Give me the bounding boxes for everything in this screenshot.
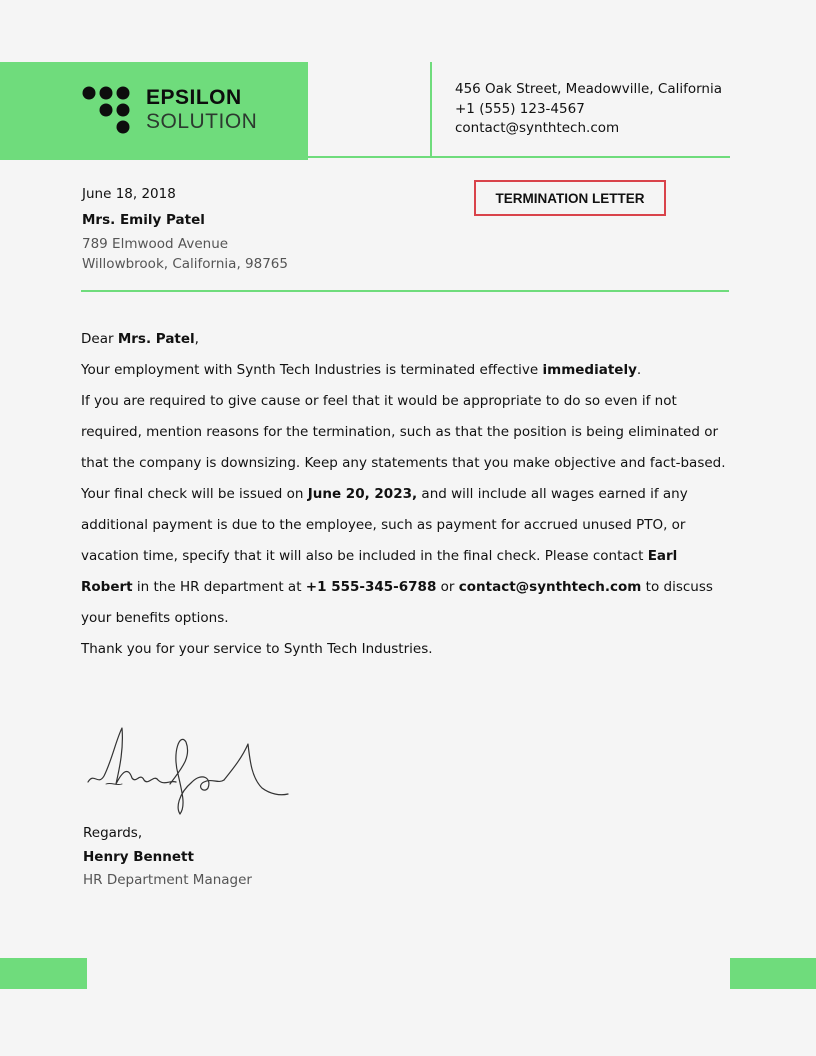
closing-regards: Regards,	[83, 825, 143, 841]
paragraph-thanks: Thank you for your service to Synth Tech Industries.	[81, 641, 433, 657]
recipient-address-line2: Willowbrook, California, 98765	[82, 256, 288, 272]
paragraph-final-check	[81, 479, 731, 634]
header-divider-vertical	[430, 62, 432, 158]
recipient-address-line1: 789 Elmwood Avenue	[82, 236, 229, 252]
header-divider-horizontal	[308, 156, 730, 158]
signer-name: Henry Bennett	[83, 849, 194, 865]
footer-accent-right	[730, 958, 816, 989]
signature-image	[82, 722, 292, 818]
salutation	[81, 324, 731, 355]
signer-title: HR Department Manager	[83, 872, 252, 888]
brand-subname: SOLUTION	[146, 110, 258, 133]
p1-text: Your employment with Synth Tech Industries is terminated effective	[81, 362, 543, 378]
company-email[interactable]: contact@synthtech.com	[455, 120, 620, 136]
footer-accent-left	[0, 958, 87, 989]
p3-e: to discuss your benefits options.	[81, 579, 713, 626]
section-divider	[81, 290, 729, 292]
letter-date: June 18, 2018	[82, 186, 176, 202]
p3-a: Your final check will be issued on	[81, 486, 308, 502]
hr-email[interactable]: contact@synthtech.com	[458, 579, 642, 595]
p3-b: and will include all wages earned if any additional payment is due to the employee, such as payment for accrued unused PTO, or vacation time, specify that it will also be included in the final check. Please contact	[81, 486, 688, 564]
p1-end: .	[636, 362, 642, 378]
p3-d: or	[436, 579, 459, 595]
letter-body	[81, 324, 731, 665]
final-check-date: June 20, 2023,	[307, 486, 418, 502]
salutation-prefix: Dear	[81, 331, 118, 347]
company-logo-icon	[82, 86, 138, 142]
letter-title-badge: TERMINATION LETTER	[474, 180, 666, 216]
company-phone: +1 (555) 123-4567	[455, 101, 585, 117]
hr-contact-name: Earl Robert	[81, 548, 678, 595]
p3-c: in the HR department at	[132, 579, 306, 595]
brand-name: EPSILON	[146, 86, 242, 109]
recipient-name: Mrs. Emily Patel	[82, 212, 205, 228]
salutation-name: Mrs. Patel	[117, 331, 195, 347]
company-address: 456 Oak Street, Meadowville, California	[455, 81, 723, 97]
hr-phone: +1 555-345-6788	[305, 579, 437, 595]
p1-bold: immediately	[542, 362, 637, 378]
paragraph-cause: If you are required to give cause or feel that it would be appropriate to do so even if not required, mention reasons for the termination, such as that the position is being eliminated or that the company is downsizing. Keep any statements that you make objective and fact-based.	[81, 393, 726, 471]
salutation-suffix: ,	[194, 331, 199, 347]
paragraph-effective	[81, 355, 731, 386]
